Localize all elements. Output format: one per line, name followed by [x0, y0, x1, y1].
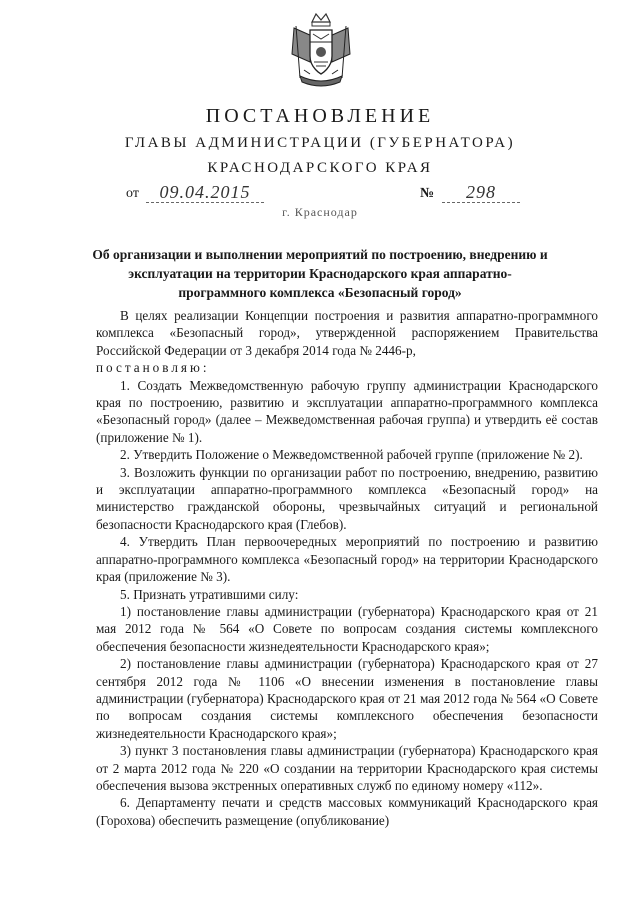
coat-of-arms-emblem [290, 12, 352, 90]
item-2: 2. Утвердить Положение о Межведомственной рабочей группе (приложение № 2). [120, 447, 583, 463]
item-3: 3. Возложить функции по организации работ по построению, внедрению, развитию и эксплуатации аппаратно-программного комплекса «Безопасный город» на министерство гражданской обороны, чрезвычайных ситуаций и региональной безопасности Краснодарского края (Глебов). [96, 464, 598, 532]
item-4: 4. Утвердить План первоочередных мероприятий по построению и развитию аппаратно-программного комплекса «Безопасный город» на территории Краснодарского края (приложение № 3). [96, 534, 598, 585]
region-subtitle: КРАСНОДАРСКОГО КРАЯ [207, 160, 433, 176]
document-title: Об организации и выполнении мероприятий по построению, внедрению и эксплуатации на территории Краснодарского края аппаратно-программного комплекса «Безопасный город» [92, 247, 548, 300]
date-value: 09.04.2015 [146, 182, 264, 203]
item-6: 6. Департаменту печати и средств массовых коммуникаций Краснодарского края (Горохова) обеспечить размещение (опубликование) [96, 795, 598, 828]
item-5: 5. Признать утратившими силу: [120, 586, 299, 602]
authority-subtitle: ГЛАВЫ АДМИНИСТРАЦИИ (ГУБЕРНАТОРА) [124, 135, 516, 151]
item-5-3: 3) пункт 3 постановления главы администрации (губернатора) Краснодарского края от 2 марта 2012 года № 220 «О создании на территории Краснодарского края системы обеспечения вызова экстренных оперативных служб по единому номеру «112». [96, 743, 598, 793]
item-1: 1. Создать Межведомственную рабочую группу администрации Краснодарского края по построению, развитию и эксплуатации аппаратно-программного комплекса «Безопасный город» (далее – Межведомственная рабочая группа) и утвердить её состав (приложение № 1). [96, 377, 598, 445]
number-label: № [420, 186, 435, 201]
document-body [96, 307, 598, 829]
number-value: 298 [442, 182, 520, 203]
postanovlyayu-line: постановляю: [96, 360, 210, 376]
item-5-2: 2) постановление главы администрации (губернатора) Краснодарского края от 27 сентября 2012 года № 1106 «О внесении изменения в постановление главы администрации (губернатора) Краснодарского края от 21 мая 2012 года № 564 «О Совете по вопросам создания системы комплексного обеспечения безопасности жизнедеятельности Краснодарского края»; [96, 656, 598, 741]
city-label: г. Краснодар [282, 205, 358, 219]
document-type-title: ПОСТАНОВЛЕНИЕ [205, 105, 435, 127]
date-label: от [126, 186, 139, 201]
item-5-1: 1) постановление главы администрации (губернатора) Краснодарского края от 21 мая 2012 года № 564 «О Совете по вопросам создания системы комплексного обеспечения безопасности жизнедеятельности Краснодарского края»; [96, 603, 598, 654]
intro-paragraph: В целях реализации Концепции построения и развития аппаратно-программного комплекса «Безопасный город», утвержденной распоряжением Правительства Российской Федерации от 3 декабря 2014 года № 2446-р, [96, 308, 598, 358]
